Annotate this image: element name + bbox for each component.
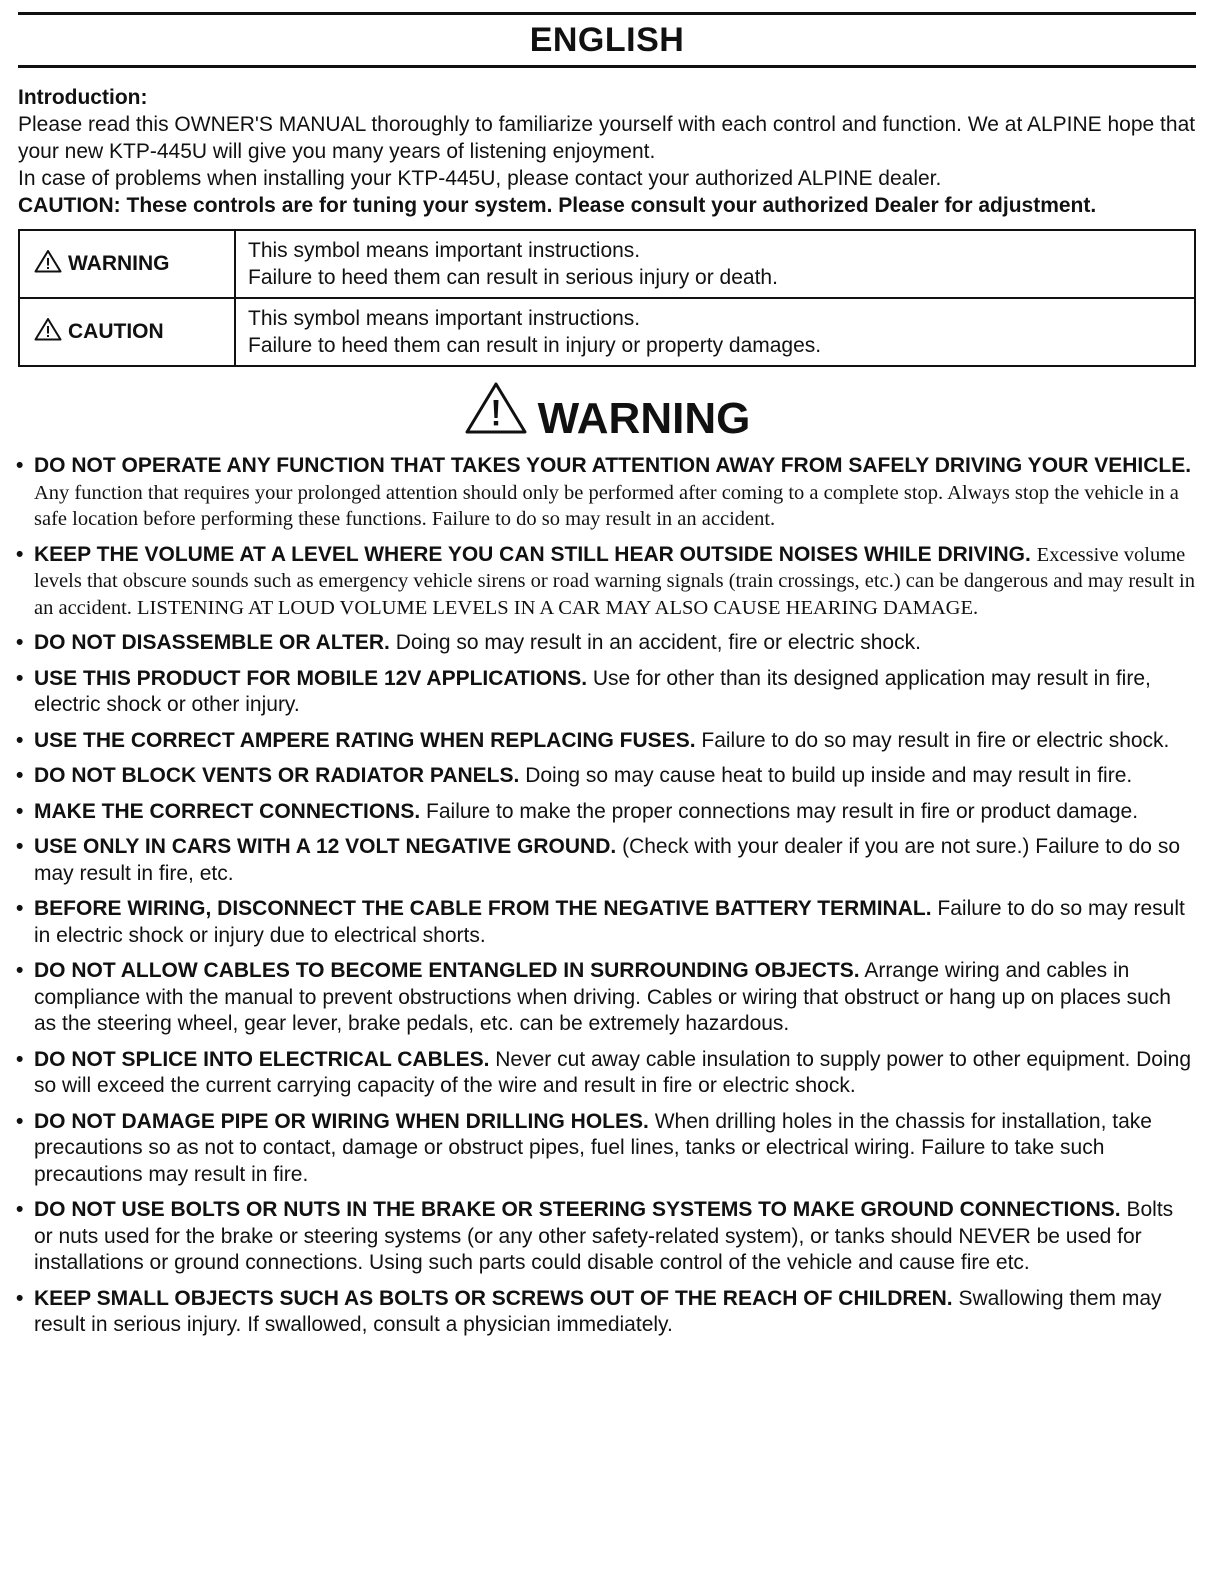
page-title: ENGLISH bbox=[529, 21, 685, 59]
warning-item bbox=[18, 834, 1196, 887]
warning-item-lead: USE ONLY IN CARS WITH A 12 VOLT NEGATIVE GROUND. bbox=[34, 835, 617, 858]
legend-description-cell bbox=[235, 298, 1195, 366]
warning-item-text: Doing so may cause heat to build up inside and may result in fire. bbox=[525, 764, 1133, 787]
legend-label-cell bbox=[19, 298, 235, 366]
legend-row-caution bbox=[19, 298, 1195, 366]
warning-item bbox=[18, 896, 1196, 949]
warning-item-lead: DO NOT USE BOLTS OR NUTS IN THE BRAKE OR STEERING SYSTEMS TO MAKE GROUND CONNECTIONS. bbox=[34, 1198, 1121, 1221]
introduction bbox=[18, 84, 1196, 219]
warning-item bbox=[18, 1109, 1196, 1189]
legend-description-cell bbox=[235, 230, 1195, 298]
warning-item bbox=[18, 763, 1196, 790]
warning-section-heading bbox=[18, 381, 1196, 451]
warning-section-title: WARNING bbox=[537, 394, 751, 443]
warning-item-lead: USE THIS PRODUCT FOR MOBILE 12V APPLICATIONS. bbox=[34, 666, 588, 690]
legend-description-line: Failure to heed them can result in serious injury or death. bbox=[248, 266, 778, 289]
warning-item bbox=[18, 453, 1196, 533]
intro-paragraph: Please read this OWNER'S MANUAL thoroughly to familiarize yourself with each control and function. We at ALPINE hope that your new KTP-445U will give you many years of listening enjoyment. bbox=[18, 113, 1196, 163]
manual-page bbox=[18, 12, 1196, 1348]
legend-description-line: Failure to heed them can result in injury or property damages. bbox=[248, 334, 822, 357]
warning-item-text: Bolts or nuts used for the brake or steering systems (or any other safety-related system), or tanks should NEVER be used for installations or ground connections. Using such parts could disable control of the vehicle and cause fire etc. bbox=[34, 1198, 1174, 1274]
warning-triangle-icon bbox=[34, 249, 62, 280]
warning-item-text: Never cut away cable insulation to supply power to other equipment. Doing so will exceed the current carrying capacity of the wire and result in fire or electric shock. bbox=[34, 1047, 1191, 1097]
warning-item-text: Doing so may result in an accident, fire or electric shock. bbox=[395, 631, 921, 654]
warning-item-text: Failure to do so may result in electric shock or injury due to electrical shorts. bbox=[34, 897, 1185, 947]
caution-triangle-icon bbox=[34, 317, 62, 348]
warning-item-lead: KEEP THE VOLUME AT A LEVEL WHERE YOU CAN STILL HEAR OUTSIDE NOISES WHILE DRIVING. bbox=[34, 542, 1031, 566]
warning-item bbox=[18, 1286, 1196, 1339]
warning-triangle-icon bbox=[464, 381, 528, 451]
warning-item bbox=[18, 666, 1196, 719]
warning-item-text: When drilling holes in the chassis for installation, take precautions so as not to contact, damage or obstruct pipes, fuel lines, tanks or electrical wiring. Failure to take such precautions may result in fire. bbox=[34, 1109, 1152, 1186]
legend-description-line: This symbol means important instructions. bbox=[248, 307, 641, 330]
warning-item-lead: DO NOT DAMAGE PIPE OR WIRING WHEN DRILLING HOLES. bbox=[34, 1109, 649, 1133]
warning-item-lead: USE THE CORRECT AMPERE RATING WHEN REPLACING FUSES. bbox=[34, 728, 696, 752]
symbol-legend-table bbox=[18, 229, 1196, 367]
warning-item-text: Any function that requires your prolonged attention should only be performed after coming to a complete stop. Always stop the vehicle in a safe location before performing these functions. Failure to do so may result in an accident. bbox=[34, 481, 1179, 530]
warning-item bbox=[18, 1197, 1196, 1277]
warning-item bbox=[18, 728, 1196, 755]
legend-row-warning bbox=[19, 230, 1195, 298]
warning-list bbox=[18, 453, 1196, 1339]
warning-item-text: Use for other than its designed application may result in fire, electric shock or other injury. bbox=[34, 666, 1151, 716]
warning-item bbox=[18, 630, 1196, 657]
legend-label-cell bbox=[19, 230, 235, 298]
warning-item-lead: BEFORE WIRING, DISCONNECT THE CABLE FROM THE NEGATIVE BATTERY TERMINAL. bbox=[34, 897, 932, 920]
warning-item-text: Excessive volume levels that obscure sounds such as emergency vehicle sirens or road warning signals (train crossings, etc.) can be dangerous and may result in an accident. LISTENING AT LOUD VOLUME LEVELS IN A CAR MAY ALSO CAUSE HEARING DAMAGE. bbox=[34, 543, 1195, 619]
warning-item-lead: MAKE THE CORRECT CONNECTIONS. bbox=[34, 799, 421, 823]
legend-label: CAUTION bbox=[68, 319, 164, 343]
legend-description-line: This symbol means important instructions. bbox=[248, 239, 641, 262]
warning-item bbox=[18, 542, 1196, 622]
warning-item-text: Failure to make the proper connections may result in fire or product damage. bbox=[426, 799, 1139, 823]
warning-item-lead: DO NOT ALLOW CABLES TO BECOME ENTANGLED IN SURROUNDING OBJECTS. bbox=[34, 959, 860, 982]
warning-item-text: Arrange wiring and cables in compliance with the manual to prevent obstructions when driving. Cables or wiring that obstruct or hang up on places such as the steering wheel, gear lever, brake pedals, etc. can be extremely hazardous. bbox=[34, 959, 1171, 1035]
warning-item bbox=[18, 799, 1196, 826]
warning-item bbox=[18, 958, 1196, 1038]
warning-item-text: Swallowing them may result in serious injury. If swallowed, consult a physician immediately. bbox=[34, 1286, 1162, 1336]
title-rule bbox=[18, 65, 1196, 68]
warning-item-lead: DO NOT BLOCK VENTS OR RADIATOR PANELS. bbox=[34, 764, 520, 787]
intro-heading: Introduction: bbox=[18, 86, 148, 109]
warning-item-lead: DO NOT OPERATE ANY FUNCTION THAT TAKES YOUR ATTENTION AWAY FROM SAFELY DRIVING YOUR VEHICLE. bbox=[34, 454, 1192, 477]
intro-dealer-note: In case of problems when installing your KTP-445U, please contact your authorized ALPINE dealer. bbox=[18, 167, 942, 190]
warning-item-lead: DO NOT DISASSEMBLE OR ALTER. bbox=[34, 631, 390, 654]
warning-item-text: (Check with your dealer if you are not sure.) Failure to do so may result in fire, etc. bbox=[34, 835, 1181, 885]
intro-caution: CAUTION: These controls are for tuning your system. Please consult your authorized Dealer for adjustment. bbox=[18, 194, 1097, 217]
warning-item-lead: KEEP SMALL OBJECTS SUCH AS BOLTS OR SCREWS OUT OF THE REACH OF CHILDREN. bbox=[34, 1286, 953, 1310]
legend-label: WARNING bbox=[68, 251, 170, 275]
warning-item-lead: DO NOT SPLICE INTO ELECTRICAL CABLES. bbox=[34, 1047, 490, 1071]
warning-item bbox=[18, 1047, 1196, 1100]
warning-item-text: Failure to do so may result in fire or electric shock. bbox=[701, 728, 1170, 752]
